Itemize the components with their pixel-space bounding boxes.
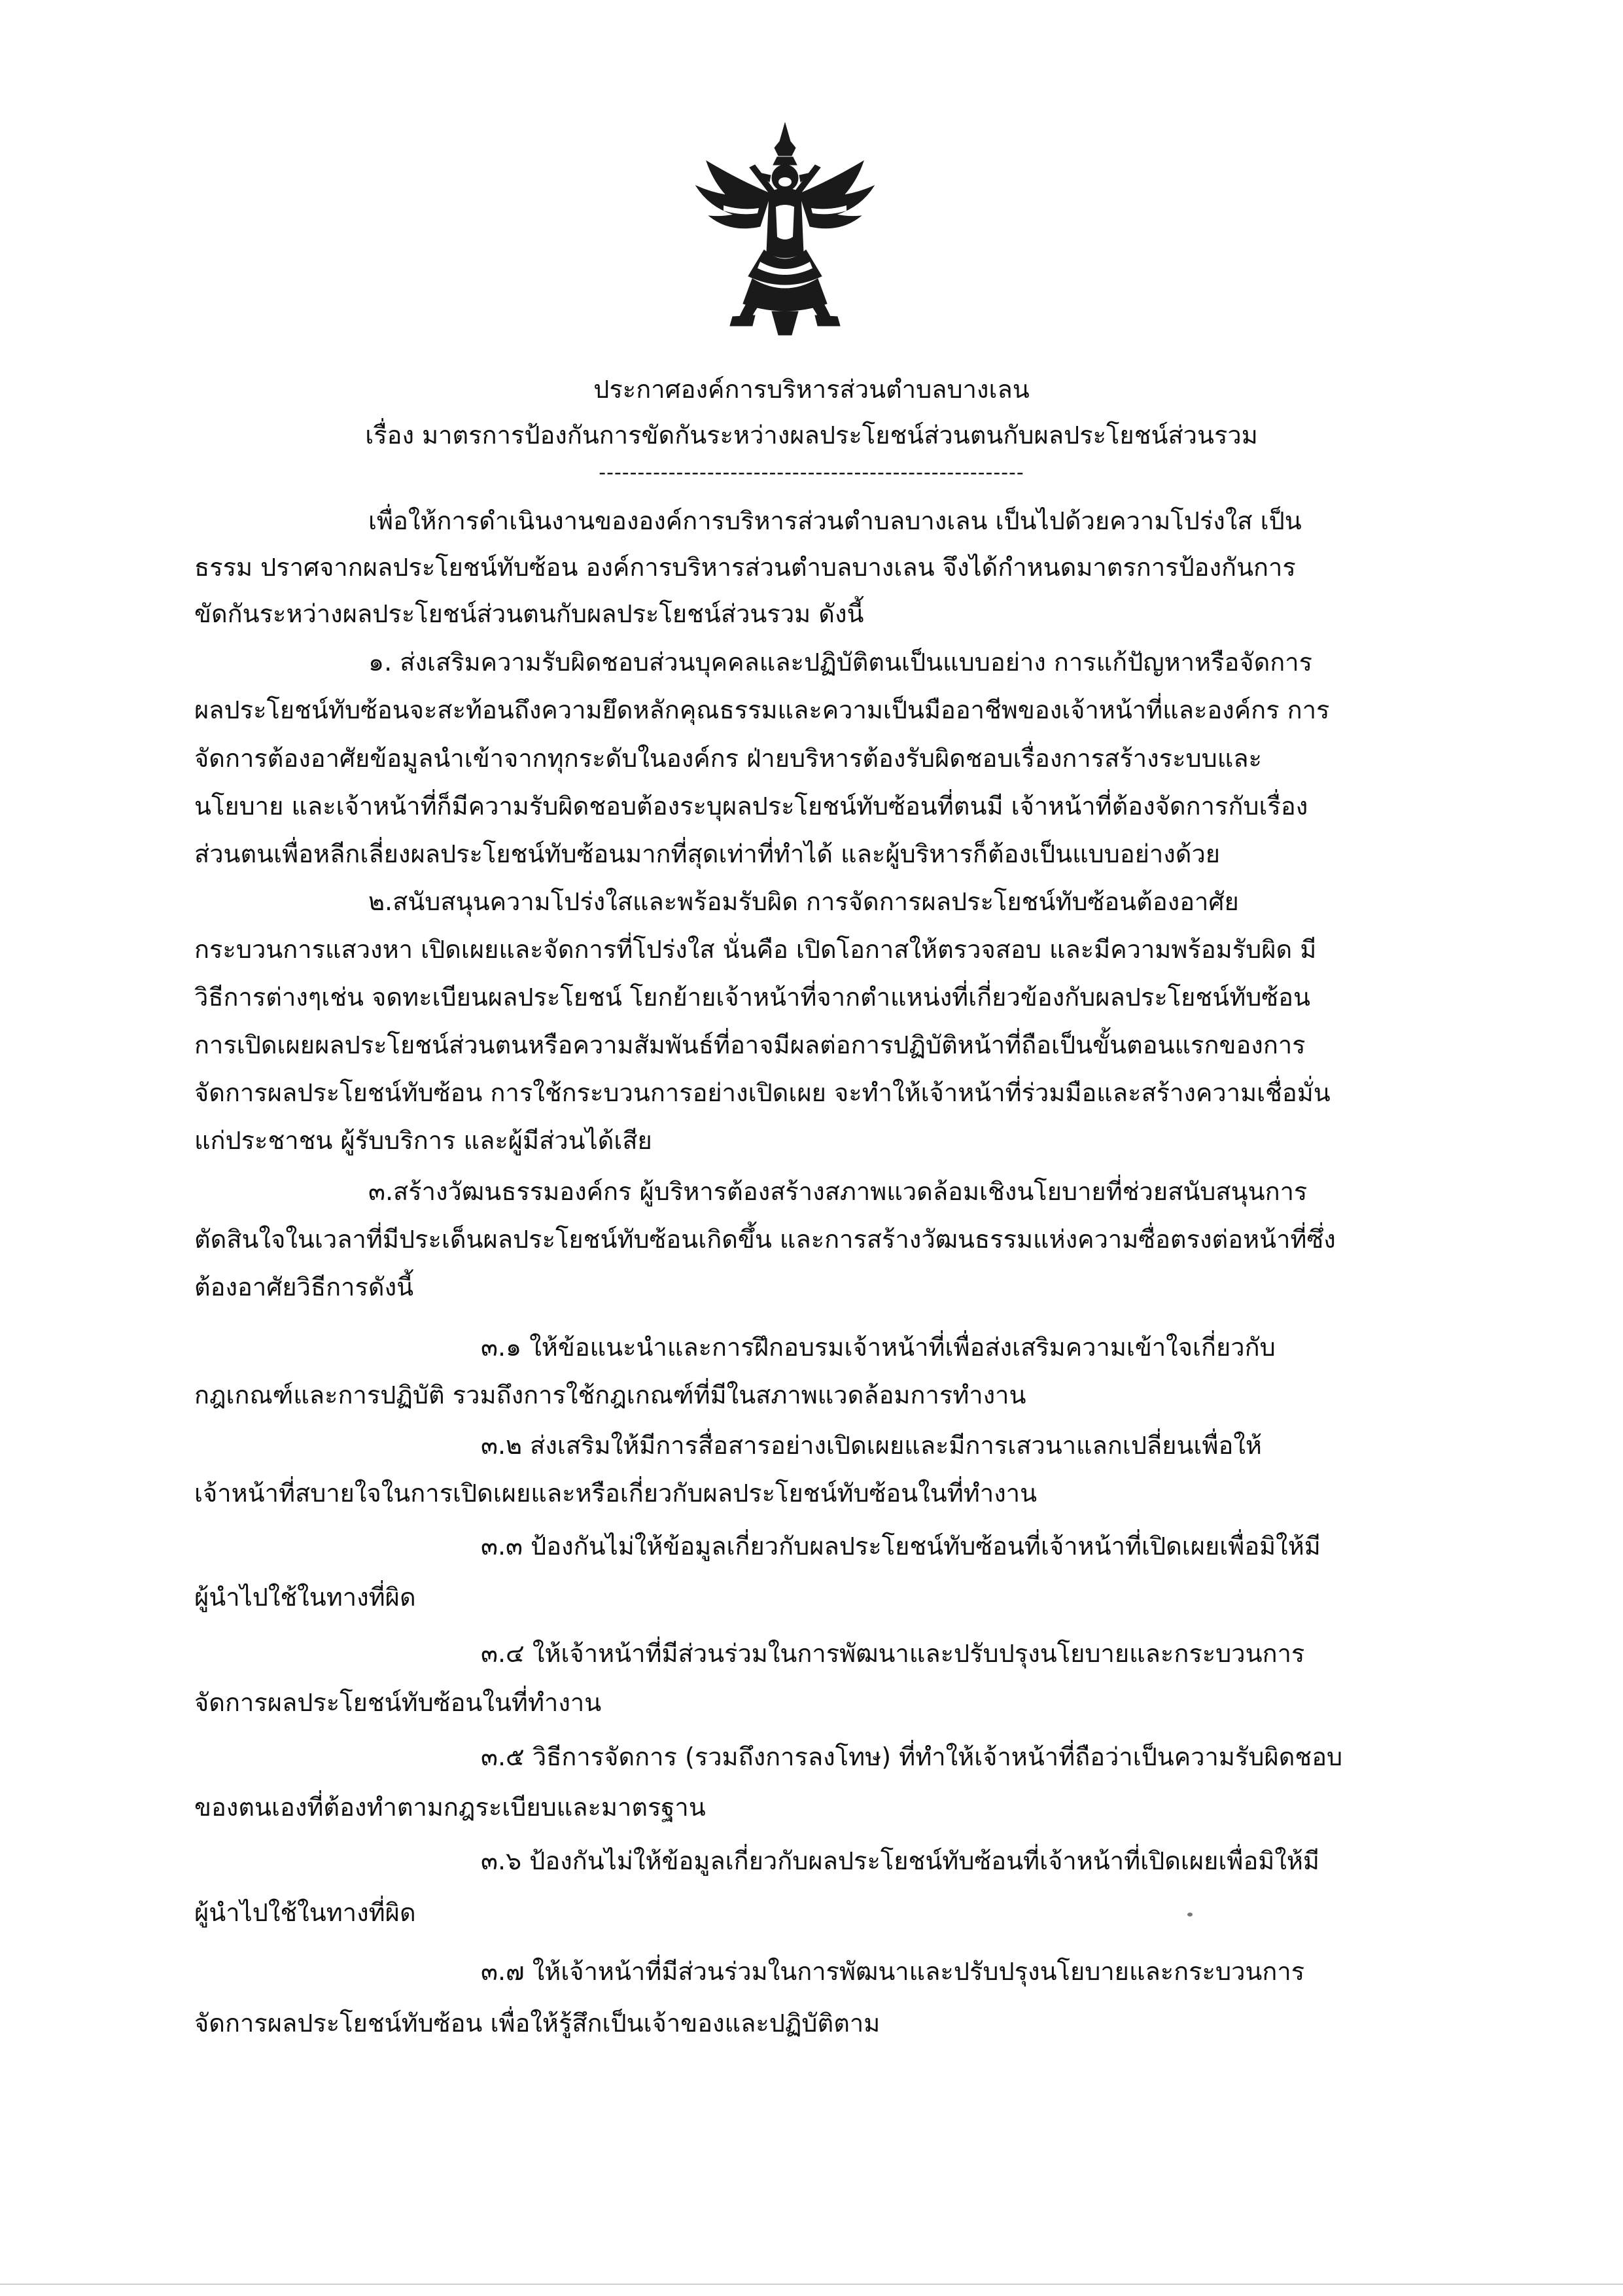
paragraph-line: ผู้นำไปใช้ในทางที่ผิด: [194, 1898, 416, 1927]
paragraph-line: ผู้นำไปใช้ในทางที่ผิด: [194, 1583, 416, 1612]
paragraph-line: ส่วนตนเพื่อหลีกเลี่ยงผลประโยชน์ทับซ้อนมากที่สุดเท่าที่ทำได้ และผู้บริหารก็ต้องเป็นแบบอย่างด้วย: [194, 839, 1221, 868]
paragraph-line: วิธีการต่างๆเช่น จดทะเบียนผลประโยชน์ โยกย้ายเจ้าหน้าที่จากตำแหน่งที่เกี่ยวข้องกับผลประโยชน์ทับซ้อน: [194, 983, 1310, 1012]
scan-speck: [1187, 1913, 1193, 1916]
paragraph-line: เพื่อให้การดำเนินงานขององค์การบริหารส่วนตำบลบางเลน เป็นไปด้วยความโปร่งใส เป็น: [368, 506, 1302, 535]
paragraph-line: ๒.สนับสนุนความโปร่งใสและพร้อมรับผิด การจัดการผลประโยชน์ทับซ้อนต้องอาศัย: [368, 887, 1239, 916]
document-subject: เรื่อง มาตรการป้องกันการขัดกันระหว่างผลประโยชน์ส่วนตนกับผลประโยชน์ส่วนรวม: [365, 421, 1258, 450]
paragraph-line: จัดการต้องอาศัยข้อมูลนำเข้าจากทุกระดับในองค์กร ฝ่ายบริหารต้องรับผิดชอบเรื่องการสร้างระบบและ: [194, 744, 1262, 773]
paragraph-line: ๓.๗ ให้เจ้าหน้าที่มีส่วนร่วมในการพัฒนาและปรับปรุงนโยบายและกระบวนการ: [481, 1957, 1305, 1986]
title-separator: -------------------------------------------------------: [599, 461, 1024, 484]
document-title: ประกาศองค์การบริหารส่วนตำบลบางเลน: [593, 375, 1030, 404]
paragraph-line: ๓.๒ ส่งเสริมให้มีการสื่อสารอย่างเปิดเผยและมีการเสวนาแลกเปลี่ยนเพื่อให้: [481, 1431, 1262, 1460]
paragraph-line: ๑. ส่งเสริมความรับผิดชอบส่วนบุคคลและปฏิบัติตนเป็นแบบอย่าง การแก้ปัญหาหรือจัดการ: [368, 648, 1313, 677]
paragraph-line: ๓.๔ ให้เจ้าหน้าที่มีส่วนร่วมในการพัฒนาและปรับปรุงนโยบายและกระบวนการ: [481, 1639, 1305, 1668]
garuda-emblem-icon: [687, 122, 883, 338]
paragraph-line: กระบวนการแสวงหา เปิดเผยและจัดการที่โปร่งใส นั่นคือ เปิดโอกาสให้ตรวจสอบ และมีความพร้อมรับผิด มี: [194, 935, 1317, 964]
paragraph-line: ๓.๓ ป้องกันไม่ให้ข้อมูลเกี่ยวกับผลประโยชน์ทับซ้อนที่เจ้าหน้าที่เปิดเผยเพื่อมิให้มี: [481, 1532, 1321, 1561]
paragraph-line: ของตนเองที่ต้องทำตามกฎระเบียบและมาตรฐาน: [194, 1793, 706, 1822]
paragraph-line: นโยบาย และเจ้าหน้าที่ก็มีความรับผิดชอบต้องระบุผลประโยชน์ทับซ้อนที่ตนมี เจ้าหน้าที่ต้องจัดการกับเรื่อง: [194, 792, 1308, 821]
paragraph-line: จัดการผลประโยชน์ทับซ้อน เพื่อให้รู้สึกเป็นเจ้าของและปฏิบัติตาม: [194, 2009, 881, 2038]
paragraph-line: ตัดสินใจในเวลาที่มีประเด็นผลประโยชน์ทับซ้อนเกิดขึ้น และการสร้างวัฒนธรรมแห่งความซื่อตรงต่อหน้าที่ซึ่ง: [194, 1225, 1336, 1254]
paragraph-line: ๓.๑ ให้ข้อแนะนำและการฝึกอบรมเจ้าหน้าที่เพื่อส่งเสริมความเข้าใจเกี่ยวกับ: [481, 1333, 1276, 1362]
paragraph-line: กฎเกณฑ์และการปฏิบัติ รวมถึงการใช้กฎเกณฑ์ที่มีในสภาพแวดล้อมการทำงาน: [194, 1381, 1026, 1409]
scan-edge: [0, 2284, 1623, 2285]
paragraph-line: การเปิดเผยผลประโยชน์ส่วนตนหรือความสัมพันธ์ที่อาจมีผลต่อการปฏิบัติหน้าที่ถือเป็นขั้นตอนแรกของการ: [194, 1031, 1306, 1059]
paragraph-line: ๓.๕ วิธีการจัดการ (รวมถึงการลงโทษ) ที่ทำให้เจ้าหน้าที่ถือว่าเป็นความรับผิดชอบ: [481, 1742, 1343, 1771]
paragraph-line: ผลประโยชน์ทับซ้อนจะสะท้อนถึงความยึดหลักคุณธรรมและความเป็นมืออาชีพของเจ้าหน้าที่และองค์กร การ: [194, 696, 1330, 724]
paragraph-line: เจ้าหน้าที่สบายใจในการเปิดเผยและหรือเกี่ยวกับผลประโยชน์ทับซ้อนในที่ทำงาน: [194, 1479, 1038, 1508]
paragraph-line: จัดการผลประโยชน์ทับซ้อน การใช้กระบวนการอย่างเปิดเผย จะทำให้เจ้าหน้าที่ร่วมมือและสร้างความเชื่อมั่น: [194, 1078, 1331, 1107]
paragraph-line: จัดการผลประโยชน์ทับซ้อนในที่ทำงาน: [194, 1688, 602, 1717]
paragraph-line: แก่ประชาชน ผู้รับบริการ และผู้มีส่วนได้เสีย: [194, 1126, 652, 1155]
paragraph-line: ต้องอาศัยวิธีการดังนี้: [194, 1273, 414, 1301]
paragraph-line: ธรรม ปราศจากผลประโยชน์ทับซ้อน องค์การบริหารส่วนตำบลบางเลน จึงได้กำหนดมาตรการป้องกันการ: [194, 553, 1296, 582]
paragraph-line: ๓.๖ ป้องกันไม่ให้ข้อมูลเกี่ยวกับผลประโยชน์ทับซ้อนที่เจ้าหน้าที่เปิดเผยเพื่อมิให้มี: [481, 1846, 1319, 1875]
paragraph-line: ๓.สร้างวัฒนธรรมองค์กร ผู้บริหารต้องสร้างสภาพแวดล้อมเชิงนโยบายที่ช่วยสนับสนุนการ: [368, 1177, 1308, 1206]
paragraph-line: ขัดกันระหว่างผลประโยชน์ส่วนตนกับผลประโยชน์ส่วนรวม ดังนี้: [194, 599, 864, 628]
